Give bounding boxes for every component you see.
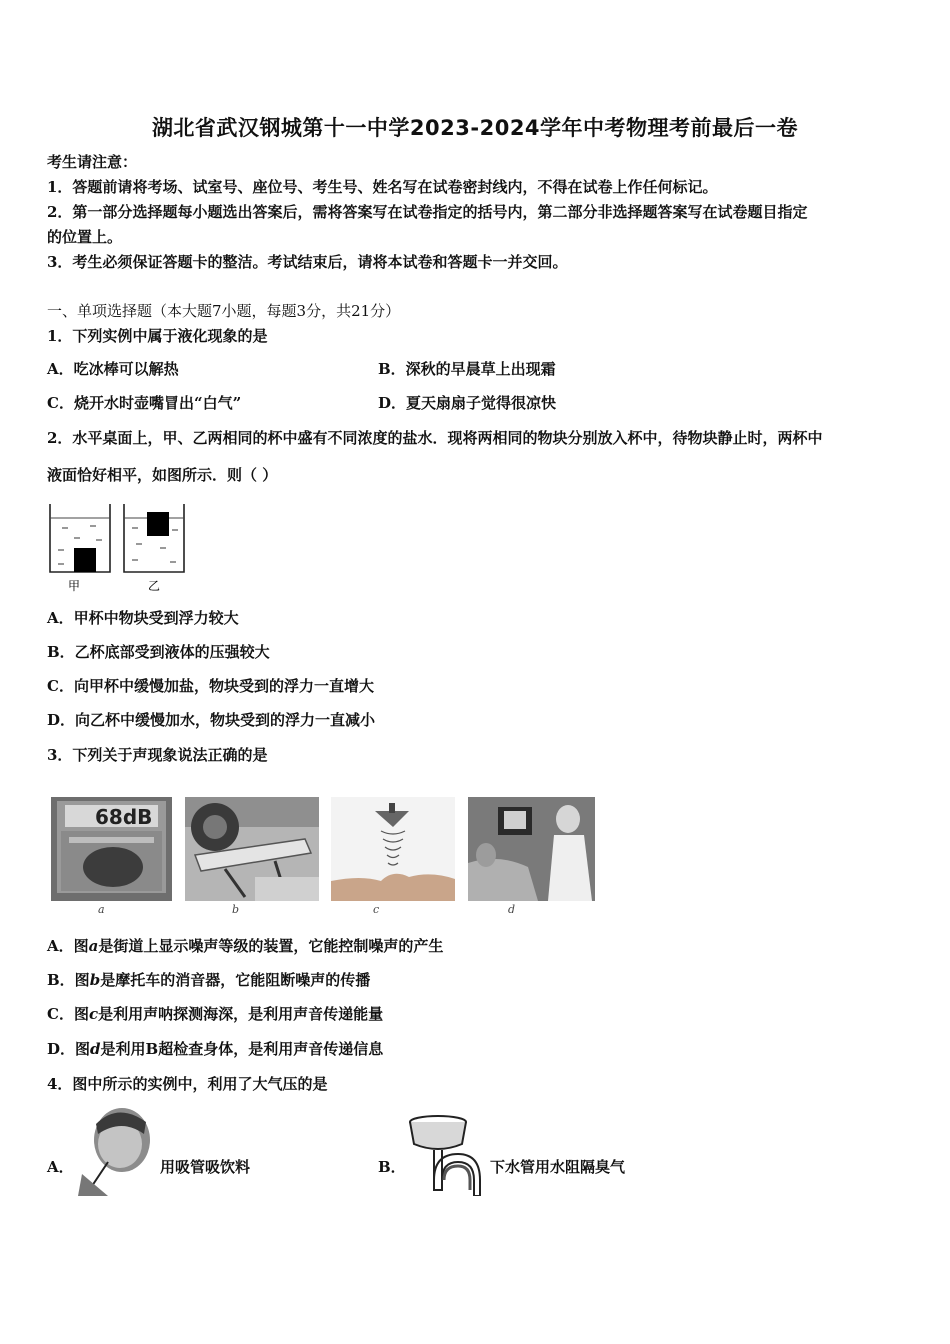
q2-stem-line2: 液面恰好相平，如图所示．则（ ） (47, 466, 278, 484)
drain-trap-image (406, 1114, 488, 1196)
q1-option-a: A．吃冰棒可以解热 (47, 360, 179, 378)
q3-option-c: C．图c是利用声呐探测海深，是利用声音传递能量 (47, 1005, 384, 1023)
beaker-label-yi: 乙 (148, 579, 161, 593)
q4-option-a-label: A． (47, 1158, 74, 1176)
q3-stem: 3．下列关于声现象说法正确的是 (47, 746, 268, 764)
q2-option-a: A．甲杯中物块受到浮力较大 (47, 609, 239, 627)
notice-item-1: 1．答题前请将考场、试室号、座位号、考生号、姓名写在试卷密封线内，不得在试卷上作任何标记。 (47, 178, 718, 196)
straw-drinking-image (78, 1104, 156, 1196)
photo-motorcycle-muffler (185, 797, 319, 901)
photo-sonar (331, 797, 455, 901)
q1-stem: 1．下列实例中属于液化现象的是 (47, 327, 268, 345)
caption-d: d (508, 903, 516, 916)
notice-item-2: 2．第一部分选择题每小题选出答案后，需将答案写在试卷指定的括号内，第二部分非选择题答案写在试卷题目指定 (47, 203, 808, 221)
q2-option-d: D．向乙杯中缓慢加水，物块受到的浮力一直减小 (47, 711, 376, 729)
q3-option-a: A．图a是街道上显示噪声等级的装置，它能控制噪声的产生 (47, 937, 444, 955)
beaker-jia (50, 504, 110, 572)
q1-option-d: D．夏天扇扇子觉得很凉快 (378, 394, 557, 412)
q2-stem-line1: 2．水平桌面上，甲、乙两相同的杯中盛有不同浓度的盐水．现将两相同的物块分别放入杯中，待物块静止时，两杯中 (47, 429, 823, 447)
beaker-yi (124, 504, 184, 572)
beaker-label-jia: 甲 (68, 579, 81, 593)
q4-option-a-text: 用吸管吸饮料 (160, 1158, 251, 1176)
block-yi (147, 512, 169, 536)
q1-option-b: B．深秋的早晨草上出现霜 (378, 360, 556, 378)
q2-option-b: B．乙杯底部受到液体的压强较大 (47, 643, 270, 661)
q4-stem: 4．图中所示的实例中，利用了大气压的是 (47, 1075, 328, 1093)
section-heading: 一、单项选择题（本大题7小题，每题3分，共21分） (47, 302, 401, 320)
photo-ultrasound (468, 797, 595, 901)
photo-noise-meter (51, 797, 172, 901)
caption-c: c (373, 903, 380, 916)
notice-heading: 考生请注意： (47, 153, 138, 171)
block-jia (74, 548, 96, 572)
q1-option-c: C．烧开水时壶嘴冒出“白气” (47, 394, 242, 412)
notice-item-2-cont: 的位置上。 (47, 228, 123, 246)
noise-reading: 68dB (95, 805, 153, 829)
caption-a: a (98, 903, 105, 916)
q4-option-b-text: 下水管用水阻隔臭气 (490, 1158, 626, 1176)
q4-option-b-label: B． (378, 1158, 406, 1176)
q3-option-d: D．图d是利用B超检查身体，是利用声音传递信息 (47, 1040, 384, 1058)
exam-title: 湖北省武汉钢城第十一中学2023-2024学年中考物理考前最后一卷 (151, 116, 799, 140)
q2-option-c: C．向甲杯中缓慢加盐，物块受到的浮力一直增大 (47, 677, 374, 695)
q3-option-b: B．图b是摩托车的消音器，它能阻断噪声的传播 (47, 971, 371, 989)
notice-item-3: 3．考生必须保证答题卡的整洁。考试结束后，请将本试卷和答题卡一并交回。 (47, 253, 568, 271)
q2-beakers-figure (44, 498, 194, 596)
caption-b: b (232, 903, 240, 916)
